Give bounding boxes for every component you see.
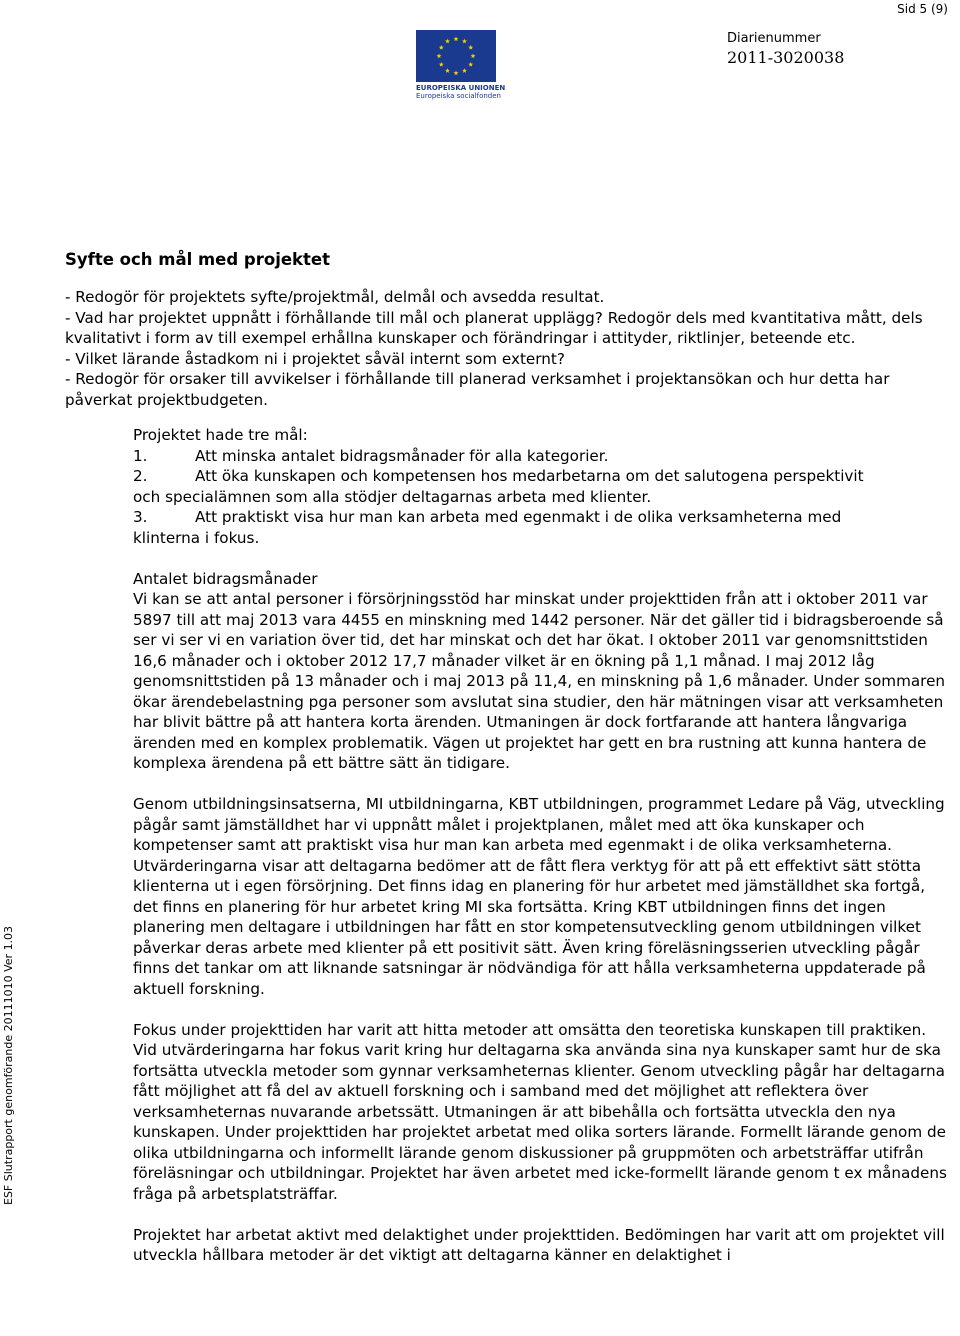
registry-label: Diarienummer <box>727 31 821 46</box>
goal-text-continued: och specialämnen som alla stödjer deltagarnas arbeta med klienter. <box>133 487 652 506</box>
paragraph: Vi kan se att antal personer i försörjningsstöd har minskat under projekttiden från att i oktober 2011 var 5897 till att maj 2013 vara 4455 en minskning med 1442 personer. När det gäller tid i bidragsberoende så ser vi ser vi en variation över tid, det har minskat och det har ökat. I oktober 2011 var genomsnittstiden 16,6 månader och i oktober 2012 17,7 månader vilket är en ökning på 1,1 månad. I maj 2012 låg genomsnittstiden på 13 månader och i maj 2013 på 11,4, en minskning på 1,6 månader. Under sommaren ökar ärendebelastning pga personer som avslutat sina studier, den här mätningen visar att verksamheten har blivit bättre på att hantera korta ärenden. Utmaningen är dock fortfarande att hantera långvariga ärenden med en komplex problematik. Vägen ut projektet har gett en bra rustning att kunna hantera de komplexa ärendena på ett bättre sätt än tidigare. <box>133 590 946 772</box>
section-title: Syfte och mål med projektet <box>65 250 330 269</box>
goal-text: Att praktiskt visa hur man kan arbeta med egenmakt i de olika verksamheterna med <box>195 508 842 526</box>
eu-caption <box>416 84 506 100</box>
instruction-item: - Vilket lärande åstadkom ni i projektet såväl internt som externt? <box>65 349 565 368</box>
answer-section <box>133 425 953 1266</box>
eu-fund-name: Europeiska socialfonden <box>416 92 501 100</box>
goal-item <box>133 466 953 487</box>
goal-text-continued: klinterna i fokus. <box>133 528 260 547</box>
goals-list <box>133 446 953 549</box>
eu-flag-icon <box>416 30 496 82</box>
side-footer: ESF Slutrapport genomförande 20111010 Ver 1.03 <box>2 925 15 1205</box>
instruction-item: - Redogör för orsaker till avvikelser i förhållande till planerad verksamhet i projektansökan och hur detta har påverkat projektbudgeten. <box>65 370 890 409</box>
registry-block <box>727 31 844 69</box>
goal-text: Att minska antalet bidragsmånader för alla kategorier. <box>195 446 609 465</box>
goal-item <box>133 507 953 528</box>
goal-number: 3. <box>133 508 148 526</box>
instructions-list <box>65 287 950 410</box>
goal-number: 1. <box>133 446 148 465</box>
instruction-item: - Redogör för projektets syfte/projektmål, delmål och avsedda resultat. <box>65 288 605 306</box>
subheading: Antalet bidragsmånader <box>133 569 318 588</box>
goal-number: 2. <box>133 467 148 485</box>
goal-text: Att öka kunskapen och kompetensen hos medarbetarna om det salutogena perspektivit <box>195 467 864 485</box>
goals-intro: Projektet hade tre mål: <box>133 426 308 444</box>
eu-logo <box>416 30 506 100</box>
registry-number: 2011-3020038 <box>727 48 845 67</box>
page-number: Sid 5 (9) <box>897 2 948 16</box>
paragraph: Projektet har arbetat aktivt med delaktighet under projekttiden. Bedömingen har varit att om projektet vill utveckla hållbara metoder är det viktigt att deltagarna känner en delaktighet i <box>133 1225 945 1264</box>
paragraph: Genom utbildningsinsatserna, MI utbildningarna, KBT utbildningen, programmet Ledare på Väg, utveckling pågår samt jämställdhet har vi uppnått målet i projektplanen, målet med att öka kunskaper och kompetenser samt att praktiskt visa hur man kan arbeta med egenmakt i de olika verksamheterna. Utvärderingarna visar att deltagarna bedömer att de fått flera verktyg för att på ett effektivt sätt stötta klienterna ut i egen försörjning. Det finns idag en planering för hur arbetet med jämställdhet ska fortgå, det finns en planering för hur arbetet kring MI ska fortsätta. Kring KBT utbildningen finns det ingen planering men deltagare i utbildningen har fått en stor kompetensutveckling genom utbildningen vilket påverkar deras arbete med klienter på ett positivit sätt. Även kring föreläsningsserien utveckling pågår finns det tankar om att liknande satsningar är nödvändiga för att hålla verksamheterna uppdaterade på aktuell forskning. <box>133 795 945 998</box>
eu-name: EUROPEISKA UNIONEN <box>416 84 506 92</box>
goal-item <box>133 446 953 467</box>
instruction-item: - Vad har projektet uppnått i förhållande till mål och planerat upplägg? Redogör dels med kvantitativa mått, dels kvalitativt i form av till exempel erhållna kunskaper och förändringar i attityder, riktlinjer, beteende etc. <box>65 308 923 347</box>
document-body <box>65 248 950 1266</box>
paragraph: Fokus under projekttiden har varit att hitta metoder att omsätta den teoretiska kunskapen till praktiken. Vid utvärderingarna har fokus varit kring hur deltagarna ska använda sina nya kunskaper samt hur de ska fortsätta utveckla metoder som gynnar verksamheternas klienter. Genom utveckling pågår har deltagarna fått möjlighet att få del av aktuell forskning och i samband med det möjlighet att reflektera över verksamheternas nuvarande arbetssätt. Utmaningen är att bibehålla och fortsätta utveckla den nya kunskapen. Under projekttiden har projektet arbetat med olika sorters lärande. Formellt lärande genom de olika utbildningarna och informellt lärande genom diskussioner på gruppmöten och arbetsträffar utifrån föreläsningar och utbildningar. Projektet har även arbetet med icke-formellt lärande genom t ex månadens fråga på arbetsplatsträffar. <box>133 1020 947 1203</box>
